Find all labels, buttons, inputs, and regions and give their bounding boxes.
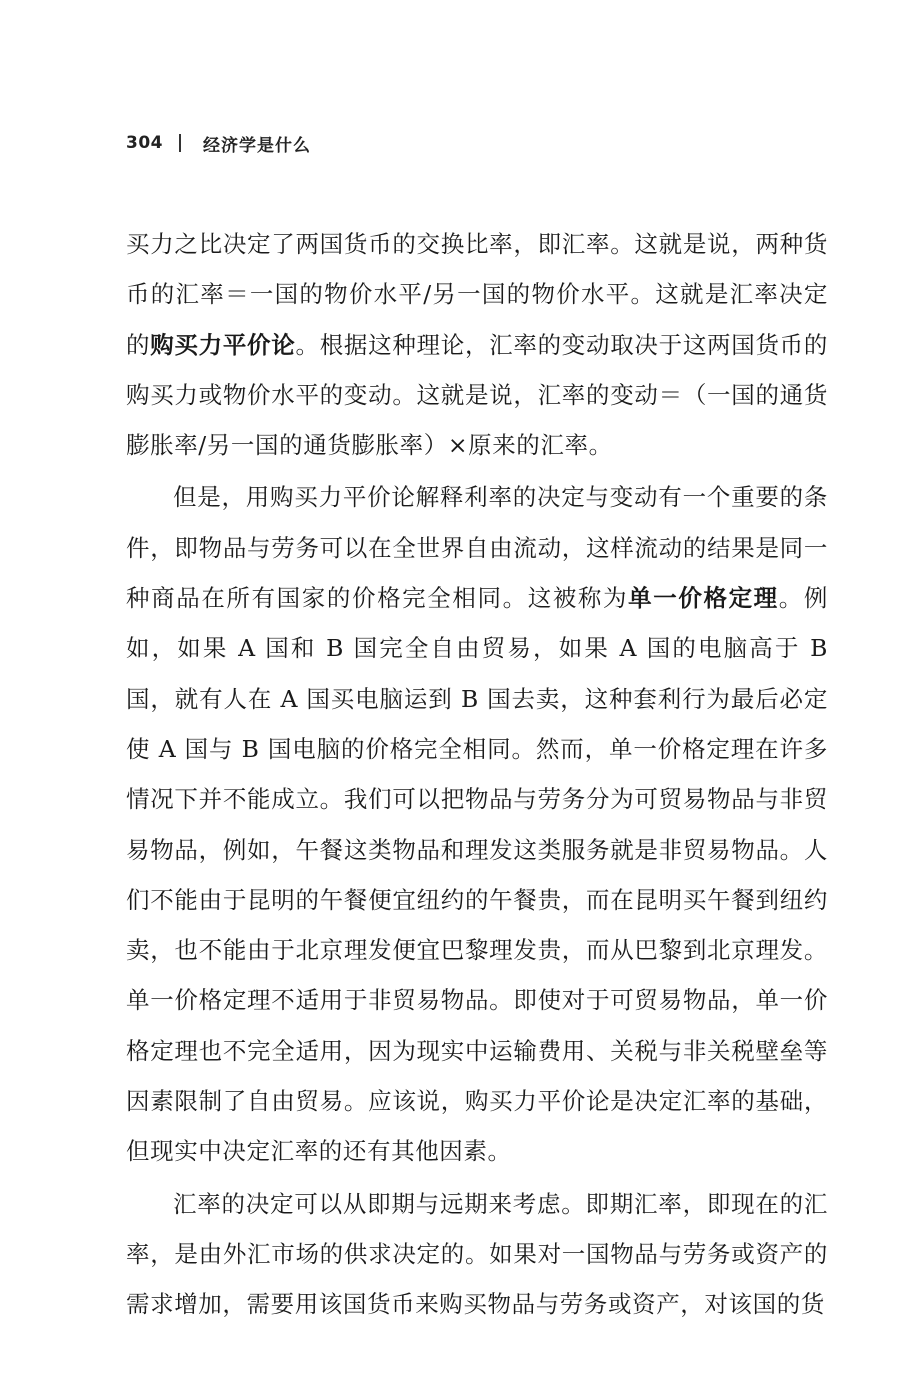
paragraph-text: 。例如，如果 A 国和 B 国完全自由贸易，如果 A 国的电脑高于 B 国，就有人在 A 国买电脑运到 B 国去卖，这种套利行为最后必定使 A 国与 B 国电脑的价格完全相同。然而，单一价格定理在许多情况下并不能成立。我们可以把物品与劳务分为可贸易物品与非贸易物品，例如，午餐这类物品和理发这类服务就是非贸易物品。人们不能由于昆明的午餐便宜纽约的午餐贵，而在昆明买午餐到纽约卖，也不能由于北京理发便宜巴黎理发贵，而从巴黎到北京理发。单一价格定理不适用于非贸易物品。即使对于可贸易物品，单一价格定理也不完全适用，因为现实中运输费用、关税与非关税壁垒等因素限制了自由贸易。应该说，购买力平价论是决定汇率的基础，但现实中决定汇率的还有其他因素。 bbox=[126, 584, 829, 1166]
paragraph-text: 汇率的决定可以从即期与远期来考虑。即期汇率，即现在的汇率，是由外汇市场的供求决定的。如果对一国物品与劳务或资产的需求增加，需要用该国货币来购买物品与劳务或资产，对该国的货 bbox=[126, 1189, 828, 1319]
page-number: 304 bbox=[126, 133, 163, 153]
body-text bbox=[126, 219, 828, 1330]
paragraph-3 bbox=[126, 1179, 828, 1330]
paragraph-text: 但是，用购买力平价论解释利率的决定与变动有一个重要的条件，即物品与劳务可以在全世界自由流动，这样流动的结果是同一种商品在所有国家的价格完全相同。这被称为 bbox=[126, 483, 828, 613]
running-header bbox=[126, 128, 311, 158]
paragraph-text: 买力之比决定了两国货币的交换比率，即汇率。这就是说，两种货币的汇率＝一国的物价水平/另一国的物价水平。这就是汇率决定的 bbox=[126, 230, 828, 359]
book-title: 经济学是什么 bbox=[203, 135, 311, 156]
bold-term-ppp: 购买力平价论 bbox=[150, 330, 296, 359]
paragraph-2 bbox=[126, 472, 828, 1176]
paragraph-text: 。根据这种理论，汇率的变动取决于这两国货币的购买力或物价水平的变动。这就是说，汇率的变动＝（一国的通货膨胀率/另一国的通货膨胀率）×原来的汇率。 bbox=[126, 330, 828, 460]
bold-term-law-of-one-price: 单一价格定理 bbox=[628, 584, 779, 613]
header-divider bbox=[179, 134, 181, 152]
paragraph-1 bbox=[126, 219, 828, 470]
